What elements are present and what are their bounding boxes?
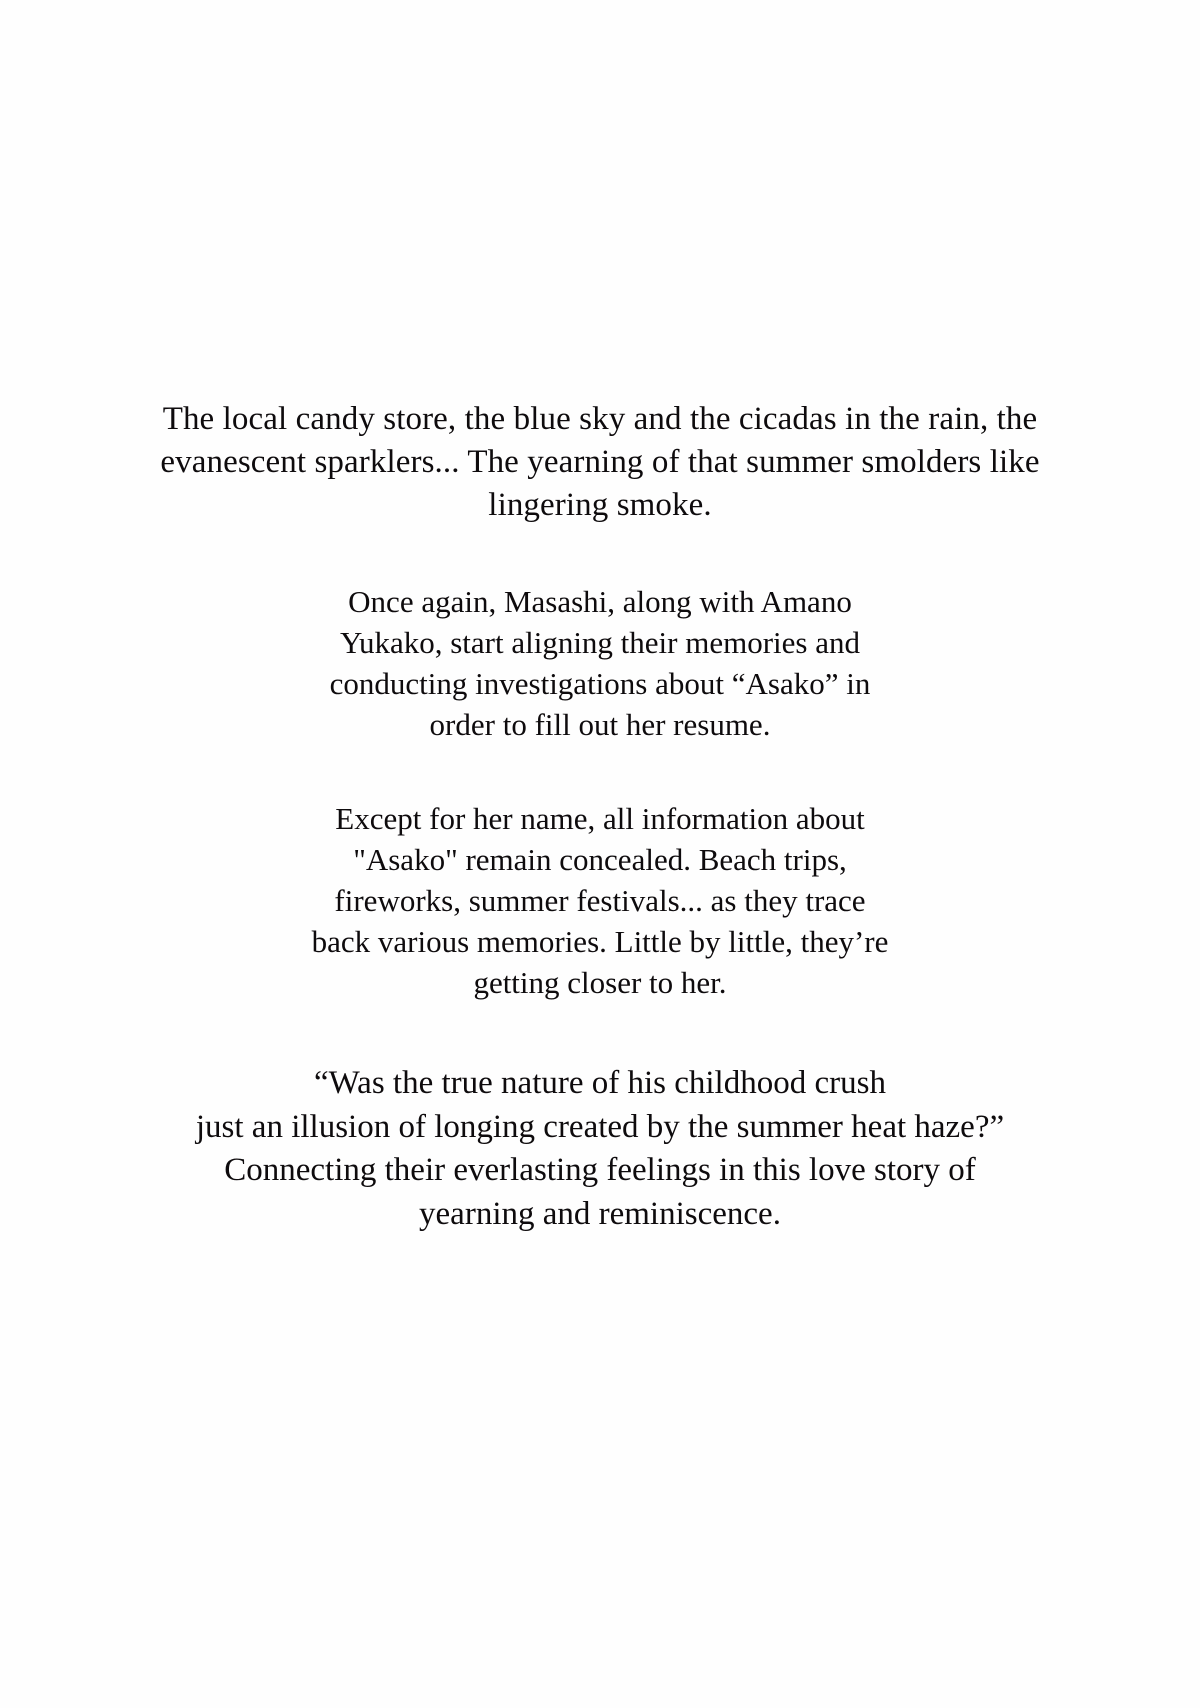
blurb-line: lingering smoke. <box>488 486 712 523</box>
blurb-content <box>0 398 1200 1237</box>
blurb-line: Except for her name, all information about <box>335 800 865 836</box>
blurb-paragraph-1 <box>100 398 1100 527</box>
blurb-paragraph-4 <box>90 1062 1110 1238</box>
blurb-line: Once again, Masashi, along with Amano <box>348 583 852 619</box>
blurb-line: order to fill out her resume. <box>429 707 771 743</box>
blurb-line: "Asako" remain concealed. Beach trips, <box>353 841 847 877</box>
blurb-line: just an illusion of longing created by the summer heat haze?” <box>195 1108 1005 1145</box>
blurb-line: yearning and reminiscence. <box>419 1196 781 1233</box>
blurb-paragraph-3 <box>230 798 970 1004</box>
blurb-line: “Was the true nature of his childhood crush <box>314 1064 886 1101</box>
blurb-line: The local candy store, the blue sky and the cicadas in the rain, the <box>162 401 1038 437</box>
blurb-line: Connecting their everlasting feelings in this love story of <box>224 1152 976 1189</box>
blurb-line: fireworks, summer festivals... as they trace <box>334 882 866 918</box>
blurb-line: evanescent sparklers... The yearning of that summer smolders like <box>160 443 1040 480</box>
blurb-line: conducting investigations about “Asako” in <box>329 666 871 702</box>
blurb-line: back various memories. Little by little, they’re <box>311 924 889 960</box>
blurb-line: Yukako, start aligning their memories and <box>340 624 860 660</box>
blurb-paragraph-2 <box>250 581 950 746</box>
blurb-line: getting closer to her. <box>473 965 727 1001</box>
